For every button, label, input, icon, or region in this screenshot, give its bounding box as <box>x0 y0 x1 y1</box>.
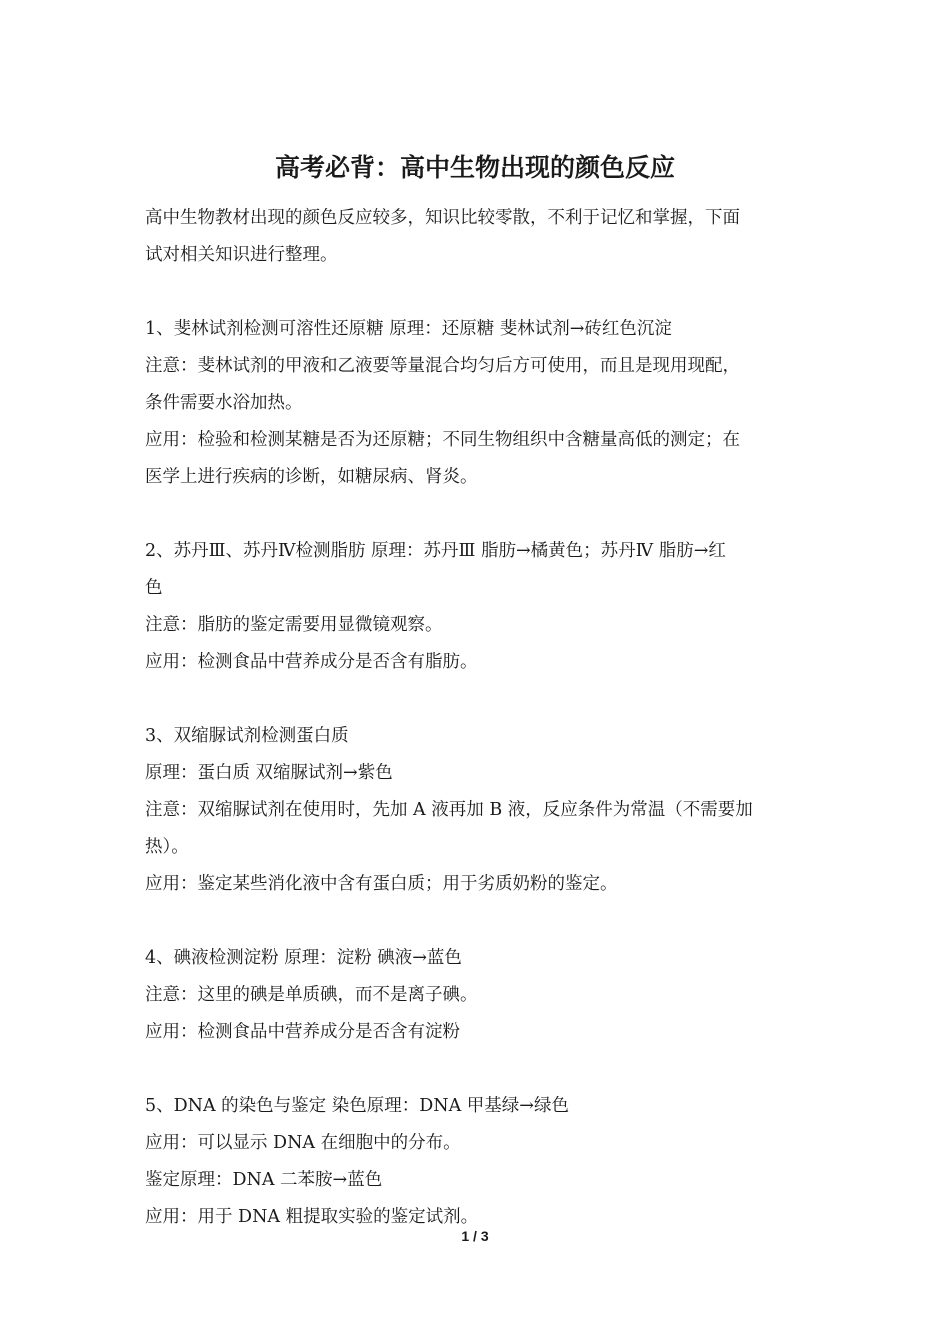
section-heading: 4、碘液检测淀粉 原理：淀粉 碘液→蓝色 <box>145 948 462 968</box>
text-line: 应用：检测食品中营养成分是否含有淀粉 <box>145 1022 460 1042</box>
page-number: 1 / 3 <box>461 1228 489 1244</box>
text-line: 应用：用于 DNA 粗提取实验的鉴定试剂。 <box>145 1207 479 1227</box>
section-heading: 3、双缩脲试剂检测蛋白质 <box>145 726 349 746</box>
text-line: 热）。 <box>145 837 189 857</box>
text-line: 应用：检验和检测某糖是否为还原糖；不同生物组织中含糖量高低的测定；在 <box>145 430 740 450</box>
section-heading: 2、苏丹Ⅲ、苏丹Ⅳ检测脂肪 原理：苏丹Ⅲ 脂肪→橘黄色；苏丹Ⅳ 脂肪→红 <box>145 541 726 561</box>
paragraph-gap <box>145 903 810 940</box>
section-iodine-test <box>145 940 810 1051</box>
paragraph-gap <box>145 496 810 533</box>
text-line: 应用：检测食品中营养成分是否含有脂肪。 <box>145 652 478 672</box>
intro-paragraph <box>145 200 810 274</box>
text-line: 鉴定原理：DNA 二苯胺→蓝色 <box>145 1170 383 1190</box>
text-line: 试对相关知识进行整理。 <box>145 245 338 265</box>
text-line: 注意：斐林试剂的甲液和乙液要等量混合均匀后方可使用，而且是现用现配， <box>145 356 740 376</box>
text-line: 注意：这里的碘是单质碘，而不是离子碘。 <box>145 985 478 1005</box>
section-biuret-reagent <box>145 718 810 903</box>
section-fehling-reagent <box>145 311 810 496</box>
section-sudan-stain <box>145 533 810 681</box>
text-line: 条件需要水浴加热。 <box>145 393 303 413</box>
text-line: 色 <box>145 578 163 598</box>
paragraph-gap <box>145 274 810 311</box>
text-line: 注意：双缩脲试剂在使用时，先加 A 液再加 B 液，反应条件为常温（不需要加 <box>145 800 753 820</box>
document-body <box>145 200 810 1236</box>
document-title: 高考必背：高中生物出现的颜色反应 <box>274 153 675 182</box>
text-line: 应用：可以显示 DNA 在细胞中的分布。 <box>145 1133 461 1153</box>
section-heading: 5、DNA 的染色与鉴定 染色原理：DNA 甲基绿→绿色 <box>145 1096 569 1116</box>
paragraph-gap <box>145 1051 810 1088</box>
text-line: 原理：蛋白质 双缩脲试剂→紫色 <box>145 763 393 783</box>
text-line: 医学上进行疾病的诊断，如糖尿病、肾炎。 <box>145 467 478 487</box>
section-dna-staining <box>145 1088 810 1236</box>
text-line: 高中生物教材出现的颜色反应较多，知识比较零散，不利于记忆和掌握，下面 <box>145 208 740 228</box>
section-heading: 1、斐林试剂检测可溶性还原糖 原理：还原糖 斐林试剂→砖红色沉淀 <box>145 319 672 339</box>
paragraph-gap <box>145 681 810 718</box>
text-line: 注意：脂肪的鉴定需要用显微镜观察。 <box>145 615 443 635</box>
text-line: 应用：鉴定某些消化液中含有蛋白质；用于劣质奶粉的鉴定。 <box>145 874 618 894</box>
